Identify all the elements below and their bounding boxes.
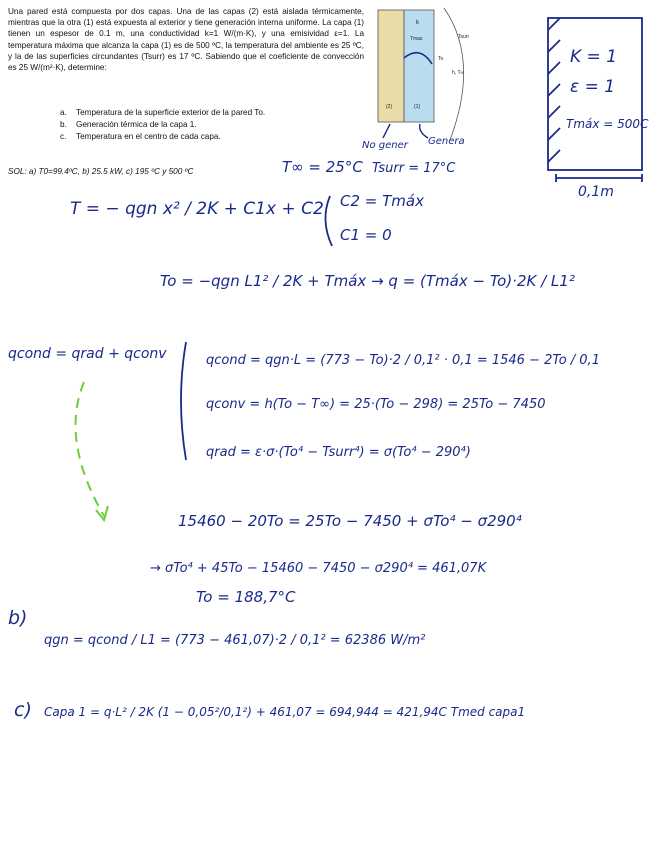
constant-c1: C1 = 0 [340, 226, 392, 244]
diagram-label-tmax: Tmax [410, 36, 423, 42]
equation-to: To = −qgn L1² / 2K + Tmáx → q = (Tmáx − To)·2K / L1² [160, 272, 575, 290]
question-text: Temperatura de la superficie exterior de la pared To. [76, 108, 266, 117]
equation-part-c: Capa 1 = q·L² / 2K (1 − 0,05²/0,1²) + 461,07 = 694,944 = 421,94C Tmed capa1 [44, 705, 526, 719]
diagram-label-k: k [416, 20, 419, 26]
arrow-no-gen [383, 124, 390, 138]
equation-part-b: qgn = qcond / L1 = (773 − 461,07)·2 / 0,1² = 62386 W/m² [44, 633, 426, 648]
box-tmax: Tmáx = 500C [566, 117, 649, 131]
diagram-label-layer1: (1) [414, 104, 421, 110]
parameter-box [548, 18, 642, 182]
box-k: K = 1 [570, 47, 618, 67]
part-c-label: c) [14, 699, 32, 721]
diagram-label-layer2: (2) [386, 104, 393, 110]
label-no-gen: No gener [362, 140, 408, 151]
energy-balance: qcond = qrad + qconv [8, 346, 167, 362]
part-b-label: b) [8, 607, 28, 629]
equation-solve: → σTo⁴ + 45To − 15460 − 7450 − σ290⁴ = 461,07K [150, 561, 487, 576]
result-to: To = 188,7°C [196, 588, 296, 606]
question-label: a. [60, 108, 67, 117]
problem-statement: Una pared está compuesta por dos capas. Una de las capas (2) está aislada térmicamente, mientras que la otra (1) está expuesta al exterior y tiene generación interna uniforme. La capa (1) tienen un espesor de 0.1 m, una conductividad k=1 W/(m·K), y una emisividad ε=1. La temperatura máxima que alcanza la capa (1) es de 500 ºC, la temperatura del ambiente es 25 ºC, y la de las superficies circundantes (Tsurr) es 17 ºC. Sabiendo que el coeficiente de convección es 25 W/(m²·K), determine: [8, 7, 364, 73]
box-epsilon: ε = 1 [570, 77, 616, 97]
wall-diagram [362, 8, 469, 151]
equation-qconv: qconv = h(To − T∞) = 25·(To − 298) = 25To − 7450 [206, 397, 546, 412]
equation-qcond: qcond = qgn·L = (773 − To)·2 / 0,1² · 0,1 = 1546 − 2To / 0,1 [206, 353, 600, 368]
brace [325, 196, 332, 246]
diagram-label-tsurr: Tsurr [458, 34, 470, 40]
solution-line: SOL: a) T0=99.4ºC, b) 25.5 kW, c) 195 ºC y 500 ºC [8, 167, 194, 176]
given-tsurr: Tsurr = 17°C [372, 161, 456, 176]
equation-temperature-profile: T = − qgn x² / 2K + C1x + C2 [70, 199, 324, 219]
question-label: b. [60, 120, 67, 129]
green-arrow [76, 382, 104, 516]
box-thickness: 0,1m [578, 184, 614, 200]
given-tinf: T∞ = 25°C [282, 158, 363, 176]
question-text: Temperatura en el centro de cada capa. [76, 132, 221, 141]
arrow-gen [420, 124, 428, 138]
diagram-label-to: To [438, 56, 444, 62]
question-text: Generación térmica de la capa 1. [76, 120, 197, 129]
constant-c2: C2 = Tmáx [340, 192, 424, 210]
label-gen: Genera [428, 136, 465, 147]
diagram-label-h: h, T∞ [452, 70, 465, 76]
equation-combined: 15460 − 20To = 25To − 7450 + σTo⁴ − σ290⁴ [178, 512, 522, 530]
equation-qrad: qrad = ε·σ·(To⁴ − Tsurr⁴) = σ(To⁴ − 290⁴) [206, 445, 471, 460]
question-label: c. [60, 132, 67, 141]
brace-balance [181, 342, 186, 460]
